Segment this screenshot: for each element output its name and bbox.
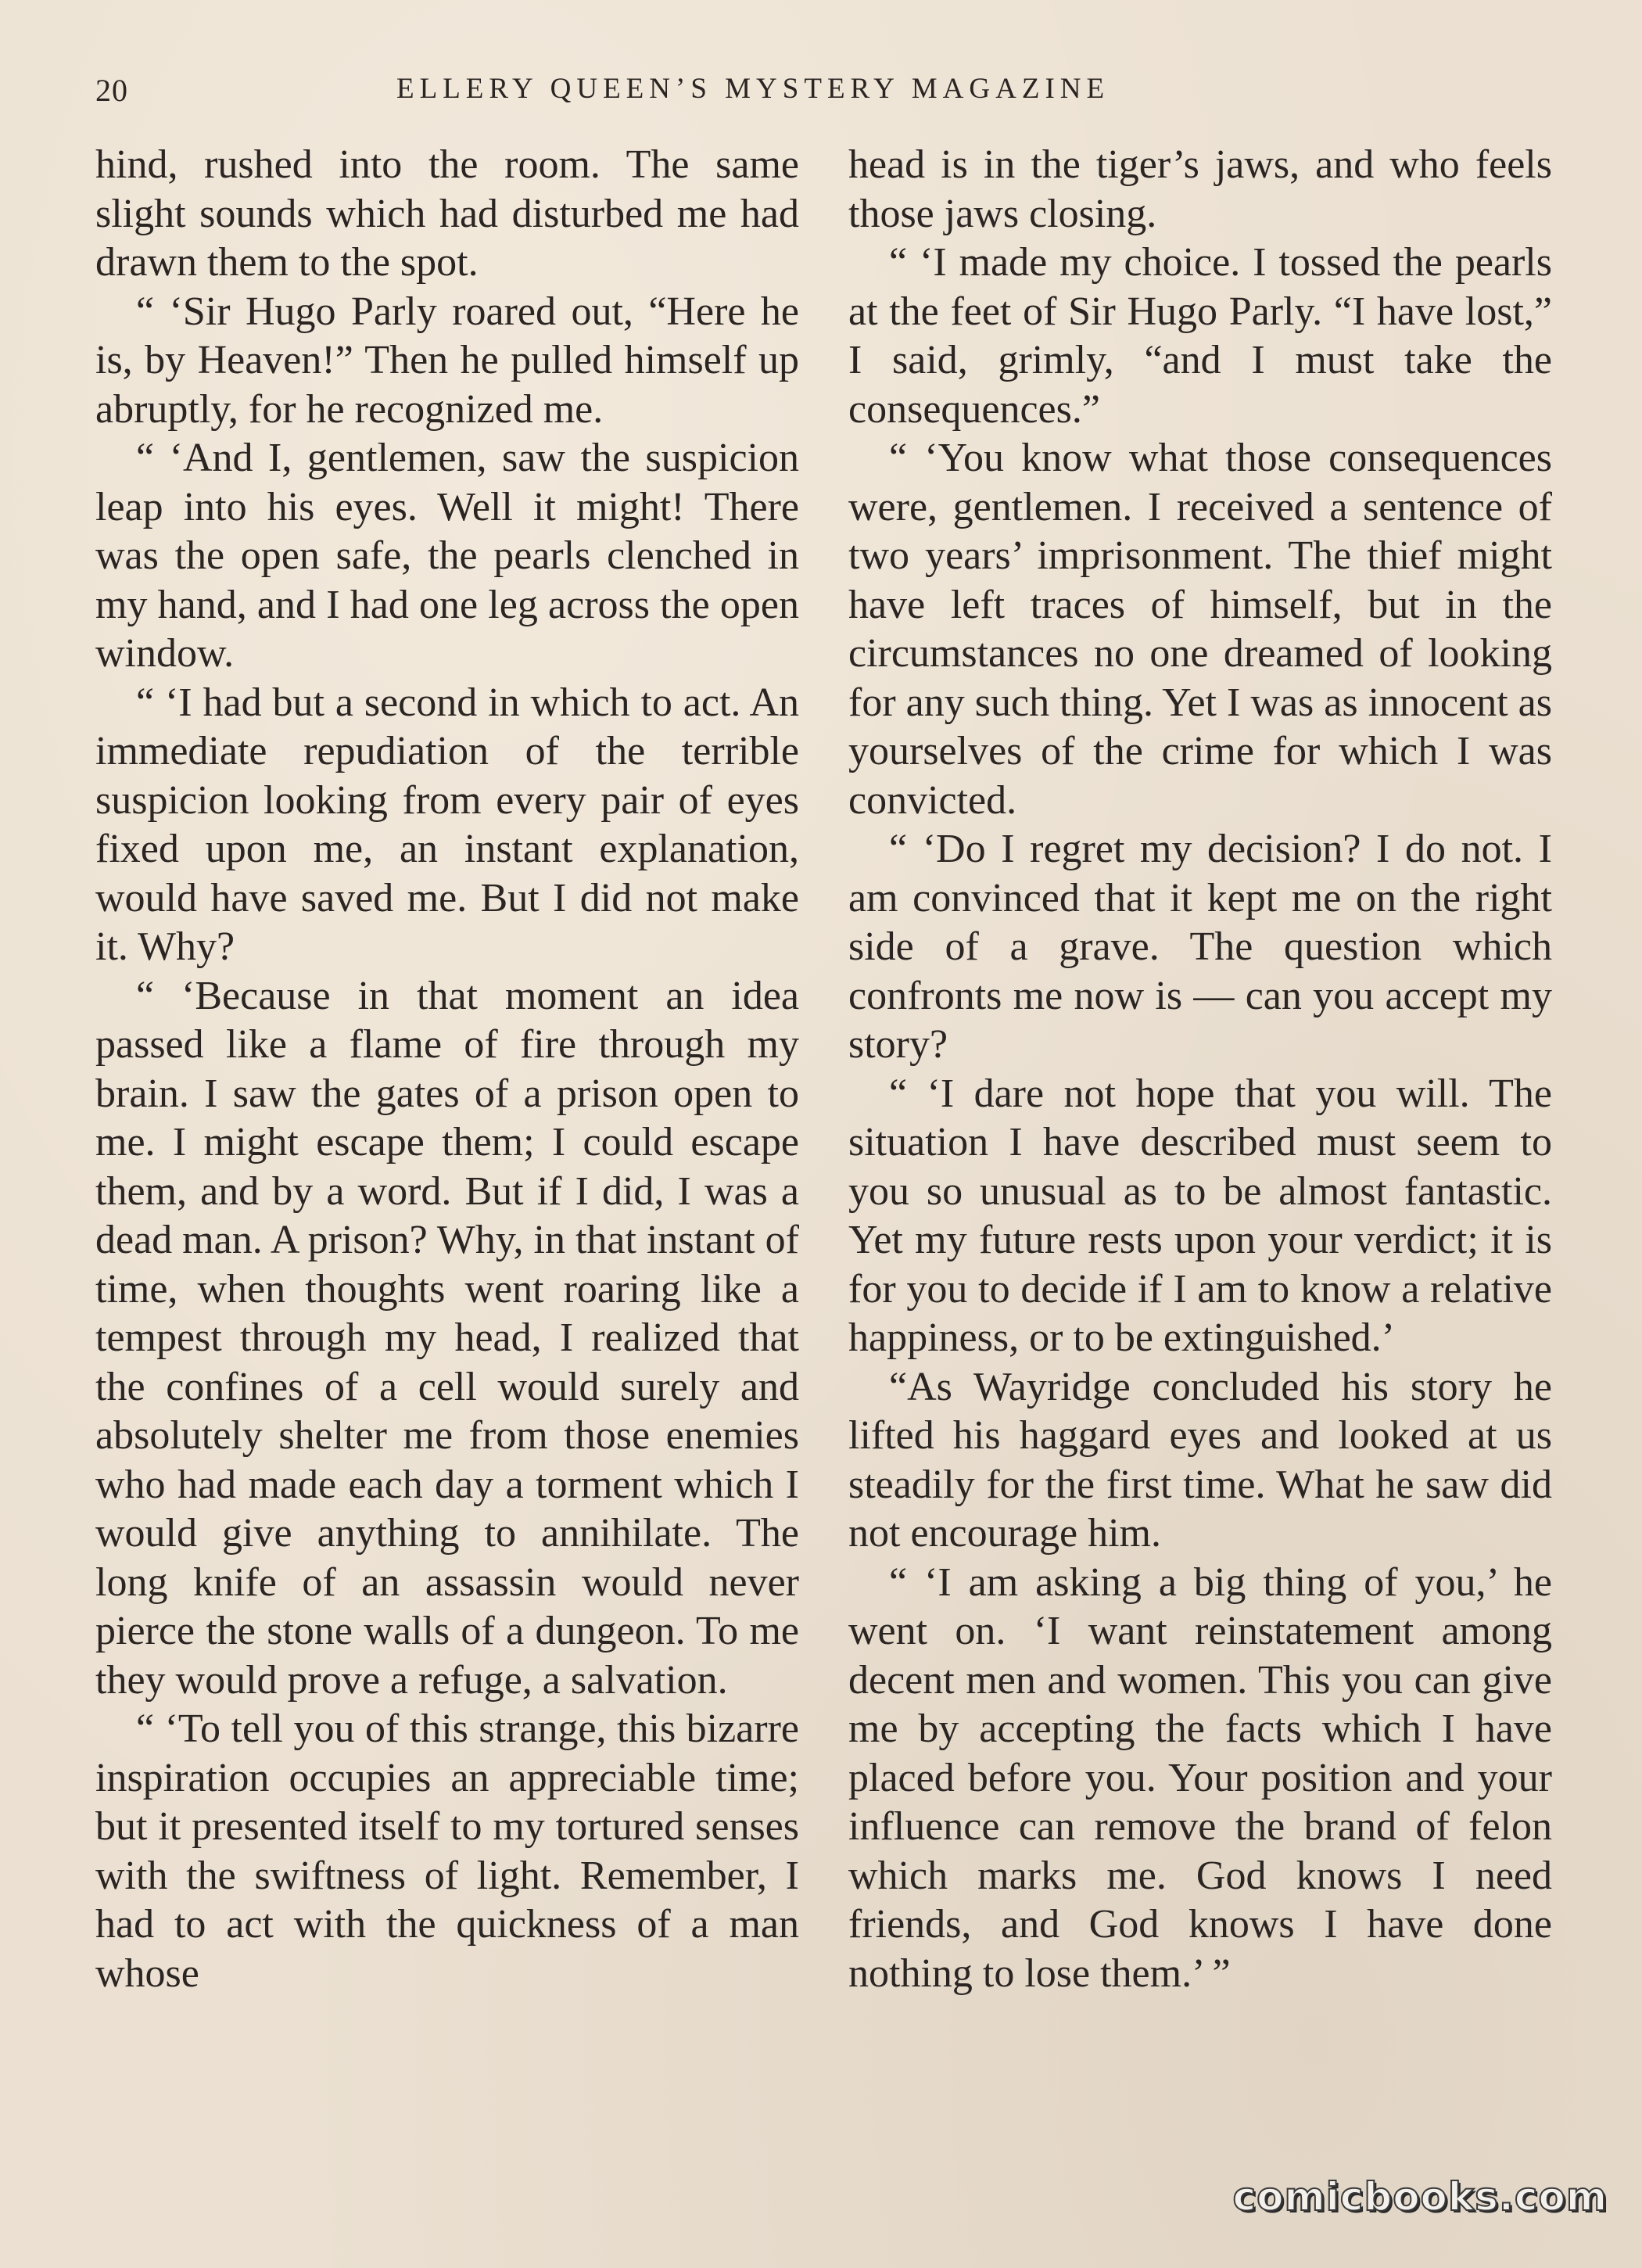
paragraph: “ ‘I am asking a big thing of you,’ he went on. ‘I want reinstatement among decent men and women. This you can give me by accepting the facts which I have placed before you. Your position and your influence can remove the brand of felon which marks me. God knows I need friends, and God knows I have done nothing to lose them.’ ” — [848, 1559, 1552, 1996]
page-number: 20 — [95, 73, 128, 108]
paragraph: “ ‘Do I regret my decision? I do not. I am convinced that it kept me on the right side of a grave. The question which confronts me now is — can you accept my story? — [848, 827, 1552, 1067]
paragraph: “ ‘Because in that moment an idea passed like a flame of fire through my brain. I saw the gates of a prison open to me. I might escape them; I could escape them, and by a word. But if I did, I was a dead man. A prison? Why, in that instant of time, when thoughts went roaring like a tempest through my head, I realized that the confines of a cell would surely and absolutely shelter me from those enemies who had made each day a torment which I would give anything to annihilate. The long knife of an assassin would never pierce the stone walls of a dungeon. To me they would prove a refuge, a salvation. — [95, 973, 799, 1703]
paragraph: “ ‘To tell you of this strange, this bizarre inspiration occupies an appreciable time; but it presented itself to my tortured senses with the swiftness of light. Remember, I had to act with the quickness of a man whose — [95, 1706, 799, 1996]
paragraph: “ ‘I dare not hope that you will. The situation I have described must seem to you so unusual as to be almost fantastic. Yet my future rests upon your verdict; it is for you to decide if I am to know a relative happiness, or to be extinguished.’ — [848, 1071, 1552, 1360]
right-column — [848, 141, 1552, 1998]
paragraph: “ ‘I had but a second in which to act. An immediate repudiation of the terrible suspicion looking from every pair of eyes fixed upon me, an instant explanation, would have saved me. But I did not make it. Why? — [95, 680, 799, 969]
paragraph: hind, rushed into the room. The same slight sounds which had disturbed me had drawn them to the spot. — [95, 142, 799, 285]
paragraph: “ ‘You know what those consequences were, gentlemen. I received a sentence of two years’ imprisonment. The thief might have left traces of himself, but in the circumstances no one dreamed of looking for any such thing. Yet I was as innocent as yourselves of the crime for which I was convicted. — [848, 436, 1552, 823]
running-head: ELLERY QUEEN’S MYSTERY MAGAZINE — [396, 73, 1110, 105]
paragraph: head is in the tiger’s jaws, and who feels those jaws closing. — [848, 142, 1552, 236]
paragraph: “As Wayridge concluded his story he lifted his haggard eyes and looked at us steadily for the first time. What he saw did not encourage him. — [848, 1364, 1552, 1556]
watermark: comicbooks.com — [1232, 2174, 1608, 2220]
page-header — [95, 72, 1550, 119]
paragraph: “ ‘I made my choice. I tossed the pearls at the feet of Sir Hugo Parly. “I have lost,” I said, grimly, “and I must take the consequences.” — [848, 240, 1552, 432]
paragraph: “ ‘And I, gentlemen, saw the suspicion leap into his eyes. Well it might! There was the open safe, the pearls clenched in my hand, and I had one leg across the open window. — [95, 436, 799, 676]
paragraph: “ ‘Sir Hugo Parly roared out, “Here he is, by Heaven!” Then he pulled himself up abruptly, for he recognized me. — [95, 289, 799, 432]
left-column — [95, 141, 799, 1998]
